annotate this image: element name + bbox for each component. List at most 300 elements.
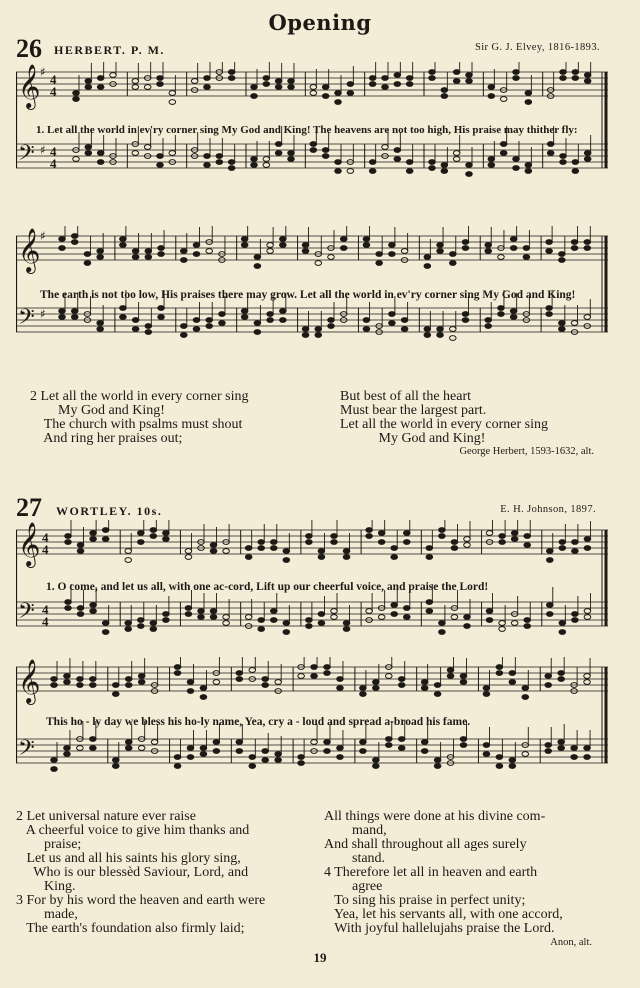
note-head bbox=[318, 549, 325, 554]
note-head bbox=[424, 333, 431, 338]
note-head bbox=[318, 612, 325, 617]
note-head bbox=[322, 94, 329, 99]
note-head bbox=[429, 76, 436, 81]
note-head bbox=[584, 674, 591, 679]
note-head bbox=[267, 312, 274, 317]
lyrics-line-26-1: 1. Let all the world in ev'ry corner sing My God and King! The heavens are not too high, His praise may thither fly: bbox=[36, 124, 578, 136]
note-head bbox=[572, 76, 579, 81]
note-head bbox=[496, 665, 503, 670]
note-head bbox=[97, 321, 104, 326]
note-head bbox=[169, 91, 176, 96]
note-head bbox=[584, 680, 591, 685]
note-head bbox=[228, 160, 235, 165]
note-head bbox=[275, 680, 282, 685]
note-head bbox=[449, 261, 456, 266]
note-head bbox=[584, 746, 591, 751]
note-head bbox=[275, 151, 282, 156]
note-head bbox=[584, 246, 591, 251]
note-head bbox=[251, 163, 258, 168]
note-head bbox=[500, 151, 507, 156]
note-head bbox=[378, 531, 385, 536]
note-head bbox=[288, 157, 295, 162]
note-head bbox=[546, 549, 553, 554]
note-head bbox=[546, 612, 553, 617]
note-head bbox=[335, 160, 342, 165]
note-head bbox=[560, 154, 567, 159]
note-head bbox=[97, 76, 104, 81]
note-head bbox=[137, 540, 144, 545]
note-head bbox=[421, 749, 428, 754]
note-head bbox=[406, 76, 413, 81]
note-head bbox=[403, 531, 410, 536]
note-head bbox=[65, 540, 72, 545]
note-head bbox=[485, 318, 492, 323]
note-head bbox=[447, 674, 454, 679]
note-head bbox=[185, 549, 192, 554]
note-head bbox=[280, 309, 287, 314]
note-head bbox=[369, 82, 376, 87]
note-head bbox=[306, 618, 313, 623]
note-head bbox=[369, 169, 376, 174]
note-head bbox=[132, 151, 139, 156]
note-head bbox=[245, 546, 252, 551]
note-head bbox=[510, 237, 517, 242]
note-head bbox=[210, 615, 217, 620]
note-head bbox=[77, 677, 84, 682]
note-head bbox=[275, 85, 282, 90]
note-head bbox=[267, 249, 274, 254]
treble-clef-icon: 𝄞 bbox=[18, 64, 41, 108]
note-head bbox=[424, 327, 431, 332]
note-head bbox=[187, 680, 194, 685]
note-head bbox=[394, 73, 401, 78]
note-head bbox=[499, 621, 506, 626]
note-head bbox=[522, 752, 529, 757]
note-head bbox=[77, 746, 84, 751]
note-head bbox=[310, 85, 317, 90]
note-head bbox=[331, 534, 338, 539]
note-head bbox=[424, 264, 431, 269]
note-head bbox=[59, 237, 66, 242]
note-head bbox=[389, 321, 396, 326]
note-head bbox=[462, 312, 469, 317]
note-head bbox=[187, 755, 194, 760]
note-head bbox=[426, 555, 433, 560]
note-head bbox=[572, 70, 579, 75]
note-head bbox=[373, 758, 380, 763]
note-head bbox=[324, 740, 331, 745]
note-head bbox=[263, 157, 270, 162]
note-head bbox=[210, 543, 217, 548]
note-head bbox=[324, 749, 331, 754]
note-head bbox=[559, 321, 566, 326]
note-head bbox=[85, 79, 92, 84]
note-head bbox=[275, 758, 282, 763]
note-head bbox=[560, 70, 567, 75]
note-head bbox=[137, 624, 144, 629]
note-head bbox=[398, 737, 405, 742]
note-head bbox=[322, 148, 329, 153]
bass-staff bbox=[16, 721, 608, 771]
note-head bbox=[584, 609, 591, 614]
note-head bbox=[391, 603, 398, 608]
note-head bbox=[204, 85, 211, 90]
note-head bbox=[112, 692, 119, 697]
treble-staff bbox=[16, 62, 608, 110]
note-head bbox=[97, 327, 104, 332]
note-head bbox=[439, 528, 446, 533]
note-head bbox=[180, 333, 187, 338]
note-head bbox=[204, 154, 211, 159]
hymn-number-27: 27 bbox=[16, 493, 42, 522]
note-head bbox=[77, 612, 84, 617]
note-head bbox=[137, 531, 144, 536]
note-head bbox=[77, 543, 84, 548]
composer-credit-26: Sir G. J. Elvey, 1816-1893. bbox=[474, 42, 600, 53]
note-head bbox=[249, 755, 256, 760]
note-head bbox=[369, 160, 376, 165]
note-head bbox=[163, 612, 170, 617]
note-head bbox=[102, 630, 109, 635]
note-head bbox=[236, 677, 243, 682]
note-head bbox=[391, 612, 398, 617]
note-head bbox=[302, 333, 309, 338]
hymn-number-26: 26 bbox=[16, 34, 42, 63]
note-head bbox=[366, 609, 373, 614]
note-head bbox=[441, 163, 448, 168]
note-head bbox=[453, 157, 460, 162]
note-head bbox=[102, 528, 109, 533]
time-signature-top: 4 bbox=[42, 530, 49, 545]
note-head bbox=[437, 333, 444, 338]
note-head bbox=[439, 630, 446, 635]
note-head bbox=[193, 318, 200, 323]
note-head bbox=[145, 249, 152, 254]
note-head bbox=[437, 249, 444, 254]
note-head bbox=[466, 73, 473, 78]
note-head bbox=[322, 85, 329, 90]
note-head bbox=[496, 671, 503, 676]
treble-clef-icon: 𝄞 bbox=[18, 228, 41, 272]
note-head bbox=[262, 749, 269, 754]
note-head bbox=[158, 246, 165, 251]
note-head bbox=[460, 743, 467, 748]
note-head bbox=[376, 252, 383, 257]
note-head bbox=[434, 758, 441, 763]
note-head bbox=[403, 606, 410, 611]
note-head bbox=[500, 142, 507, 147]
note-head bbox=[331, 615, 338, 620]
note-head bbox=[241, 237, 248, 242]
note-head bbox=[511, 531, 518, 536]
note-head bbox=[310, 142, 317, 147]
note-head bbox=[584, 615, 591, 620]
note-head bbox=[462, 318, 469, 323]
note-head bbox=[258, 540, 265, 545]
note-head bbox=[366, 528, 373, 533]
bass-clef-icon: 𝄢 bbox=[18, 599, 35, 629]
note-head bbox=[558, 746, 565, 751]
note-head bbox=[523, 246, 530, 251]
note-head bbox=[373, 686, 380, 691]
note-head bbox=[150, 528, 157, 533]
note-head bbox=[219, 321, 226, 326]
note-head bbox=[125, 677, 132, 682]
note-head bbox=[426, 609, 433, 614]
note-head bbox=[559, 621, 566, 626]
verse-26-2-left: 2 Let all the world in every corner sing My God and King! The church with psalms must shout And ring her praises out; bbox=[30, 389, 249, 446]
note-head bbox=[389, 243, 396, 248]
note-head bbox=[441, 88, 448, 93]
note-head bbox=[510, 309, 517, 314]
note-head bbox=[251, 94, 258, 99]
note-head bbox=[398, 746, 405, 751]
note-head bbox=[499, 540, 506, 545]
note-head bbox=[71, 240, 78, 245]
note-head bbox=[360, 692, 367, 697]
note-head bbox=[483, 692, 490, 697]
note-head bbox=[251, 85, 258, 90]
note-head bbox=[97, 85, 104, 90]
note-head bbox=[486, 531, 493, 536]
note-head bbox=[191, 79, 198, 84]
note-head bbox=[389, 252, 396, 257]
note-head bbox=[439, 534, 446, 539]
note-head bbox=[77, 549, 84, 554]
note-head bbox=[163, 537, 170, 542]
note-head bbox=[363, 327, 370, 332]
note-head bbox=[328, 255, 335, 260]
note-head bbox=[198, 615, 205, 620]
note-head bbox=[488, 157, 495, 162]
treble-staff bbox=[16, 657, 608, 705]
note-head bbox=[213, 749, 220, 754]
note-head bbox=[59, 309, 66, 314]
note-head bbox=[150, 627, 157, 632]
note-head bbox=[369, 76, 376, 81]
note-head bbox=[298, 755, 305, 760]
note-head bbox=[558, 677, 565, 682]
treble-staff bbox=[16, 226, 608, 274]
note-head bbox=[421, 686, 428, 691]
sharp-key-icon: ♯ bbox=[40, 65, 46, 79]
note-head bbox=[145, 330, 152, 335]
note-head bbox=[51, 677, 58, 682]
note-head bbox=[485, 324, 492, 329]
note-head bbox=[185, 606, 192, 611]
note-head bbox=[288, 85, 295, 90]
note-head bbox=[429, 166, 436, 171]
note-head bbox=[254, 264, 261, 269]
note-head bbox=[328, 318, 335, 323]
note-head bbox=[360, 749, 367, 754]
note-head bbox=[584, 240, 591, 245]
note-head bbox=[546, 249, 553, 254]
note-head bbox=[65, 534, 72, 539]
verse-26-2-right: But best of all the heart Must bear the largest part. Let all the world in every corner sing My God and King! bbox=[340, 389, 548, 446]
note-head bbox=[483, 686, 490, 691]
note-head bbox=[90, 609, 97, 614]
note-head bbox=[258, 618, 265, 623]
note-head bbox=[288, 151, 295, 156]
note-head bbox=[174, 764, 181, 769]
note-head bbox=[90, 537, 97, 542]
note-head bbox=[394, 82, 401, 87]
note-head bbox=[236, 749, 243, 754]
note-head bbox=[71, 309, 78, 314]
note-head bbox=[460, 680, 467, 685]
note-head bbox=[486, 618, 493, 623]
note-head bbox=[546, 312, 553, 317]
note-head bbox=[559, 540, 566, 545]
note-head bbox=[464, 615, 471, 620]
note-head bbox=[403, 540, 410, 545]
note-head bbox=[385, 674, 392, 679]
note-head bbox=[193, 252, 200, 257]
note-head bbox=[363, 237, 370, 242]
note-head bbox=[401, 318, 408, 323]
note-head bbox=[280, 243, 287, 248]
note-head bbox=[288, 79, 295, 84]
sharp-key-icon: ♯ bbox=[40, 143, 46, 157]
note-head bbox=[280, 318, 287, 323]
note-head bbox=[97, 160, 104, 165]
note-head bbox=[513, 157, 520, 162]
note-head bbox=[254, 255, 261, 260]
note-head bbox=[210, 549, 217, 554]
note-head bbox=[335, 100, 342, 105]
note-head bbox=[343, 555, 350, 560]
note-head bbox=[421, 680, 428, 685]
note-head bbox=[185, 555, 192, 560]
note-head bbox=[401, 327, 408, 332]
note-head bbox=[394, 157, 401, 162]
lyrics-line-27-2: This ho - ly day we bless his ho-ly name, Yea, cry a - loud and spread a-broad his fame. bbox=[46, 716, 471, 728]
note-head bbox=[219, 312, 226, 317]
note-head bbox=[449, 336, 456, 341]
note-head bbox=[169, 151, 176, 156]
note-head bbox=[378, 540, 385, 545]
note-head bbox=[51, 683, 58, 688]
note-head bbox=[499, 534, 506, 539]
note-head bbox=[64, 680, 71, 685]
note-head bbox=[453, 151, 460, 156]
note-head bbox=[513, 76, 520, 81]
note-head bbox=[193, 327, 200, 332]
time-signature-top: 4 bbox=[42, 602, 49, 617]
note-head bbox=[298, 674, 305, 679]
note-head bbox=[262, 677, 269, 682]
note-head bbox=[449, 327, 456, 332]
note-head bbox=[298, 761, 305, 766]
note-head bbox=[464, 624, 471, 629]
note-head bbox=[572, 160, 579, 165]
note-head bbox=[120, 315, 127, 320]
note-head bbox=[97, 255, 104, 260]
note-head bbox=[324, 665, 331, 670]
note-head bbox=[447, 668, 454, 673]
note-head bbox=[311, 674, 318, 679]
note-head bbox=[97, 249, 104, 254]
note-head bbox=[125, 627, 132, 632]
note-head bbox=[545, 674, 552, 679]
note-head bbox=[545, 683, 552, 688]
note-head bbox=[509, 671, 516, 676]
note-head bbox=[584, 157, 591, 162]
note-head bbox=[204, 163, 211, 168]
note-head bbox=[193, 243, 200, 248]
note-head bbox=[498, 255, 505, 260]
note-head bbox=[263, 163, 270, 168]
note-head bbox=[584, 73, 591, 78]
note-head bbox=[437, 243, 444, 248]
note-head bbox=[216, 160, 223, 165]
note-head bbox=[180, 324, 187, 329]
note-head bbox=[509, 758, 516, 763]
note-head bbox=[270, 546, 277, 551]
note-head bbox=[466, 163, 473, 168]
note-head bbox=[511, 621, 518, 626]
note-head bbox=[102, 537, 109, 542]
note-head bbox=[90, 746, 97, 751]
treble-clef-icon: 𝄞 bbox=[18, 659, 41, 703]
note-head bbox=[302, 249, 309, 254]
note-head bbox=[498, 312, 505, 317]
note-head bbox=[254, 321, 261, 326]
note-head bbox=[132, 85, 139, 90]
note-head bbox=[546, 306, 553, 311]
note-head bbox=[559, 258, 566, 263]
note-head bbox=[483, 752, 490, 757]
note-head bbox=[572, 540, 579, 545]
note-head bbox=[510, 246, 517, 251]
note-head bbox=[340, 237, 347, 242]
note-head bbox=[426, 546, 433, 551]
note-head bbox=[236, 671, 243, 676]
note-head bbox=[85, 85, 92, 90]
note-head bbox=[169, 100, 176, 105]
note-head bbox=[426, 600, 433, 605]
note-head bbox=[584, 79, 591, 84]
time-signature-top: 4 bbox=[50, 144, 57, 159]
note-head bbox=[125, 621, 132, 626]
note-head bbox=[206, 318, 213, 323]
note-head bbox=[249, 668, 256, 673]
tune-name-wortley: WORTLEY. 10s. bbox=[56, 504, 163, 518]
note-head bbox=[132, 318, 139, 323]
note-head bbox=[559, 630, 566, 635]
note-head bbox=[112, 683, 119, 688]
note-head bbox=[200, 752, 207, 757]
note-head bbox=[451, 546, 458, 551]
note-head bbox=[389, 312, 396, 317]
note-head bbox=[434, 692, 441, 697]
note-head bbox=[522, 695, 529, 700]
note-head bbox=[306, 540, 313, 545]
note-head bbox=[559, 546, 566, 551]
note-head bbox=[546, 558, 553, 563]
note-head bbox=[150, 534, 157, 539]
note-head bbox=[464, 537, 471, 542]
note-head bbox=[441, 169, 448, 174]
note-head bbox=[270, 609, 277, 614]
note-head bbox=[560, 160, 567, 165]
note-head bbox=[337, 686, 344, 691]
note-head bbox=[157, 154, 164, 159]
note-head bbox=[584, 546, 591, 551]
page-number: 19 bbox=[313, 950, 327, 965]
attribution-26: George Herbert, 1593-1632, alt. bbox=[459, 446, 594, 457]
